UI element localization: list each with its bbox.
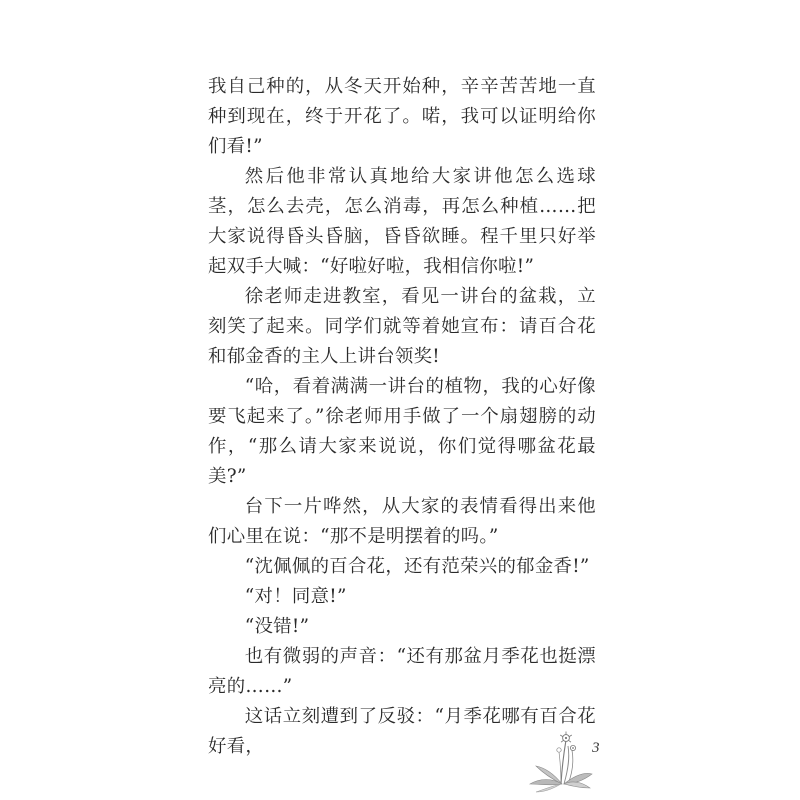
paragraph-9: 也有微弱的声音：“还有那盆月季花也挺漂亮的……” (208, 646, 596, 697)
body-text (208, 72, 596, 762)
paragraph-5: 台下一片哗然，从大家的表情看得出来他们心里在说：“那不是明摆着的吗。” (208, 496, 596, 547)
paragraph-1: 我自己种的，从冬天开始种，辛辛苦苦地一直种到现在，终于开花了。喏，我可以证明给你们看!” (208, 76, 596, 157)
paragraph-10: 这话立刻遭到了反驳：“月季花哪有百合花好看， (208, 706, 596, 757)
page-number: 3 (592, 740, 600, 756)
paragraph-6: “沈佩佩的百合花，还有范荣兴的郁金香!” (244, 556, 590, 577)
flower-sketch-icon (528, 722, 594, 794)
paragraph-3: 徐老师走进教室，看见一讲台的盆栽，立刻笑了起来。同学们就等着她宣布：请百合花和郁金香的主人上讲台领奖! (208, 286, 596, 367)
paragraph-2: 然后他非常认真地给大家讲他怎么选球茎，怎么去壳，怎么消毒，再怎么种植……把大家说得昏头昏脑，昏昏欲睡。程千里只好举起双手大喊：“好啦好啦，我相信你啦!” (208, 166, 596, 277)
paragraph-7: “对！同意!” (244, 586, 347, 607)
paragraph-4: “哈，看着满满一讲台的植物，我的心好像要飞起来了。”徐老师用手做了一个扇翅膀的动作，“那么请大家来说说，你们觉得哪盆花最美?” (208, 376, 596, 487)
paragraph-8: “没错!” (244, 616, 310, 637)
